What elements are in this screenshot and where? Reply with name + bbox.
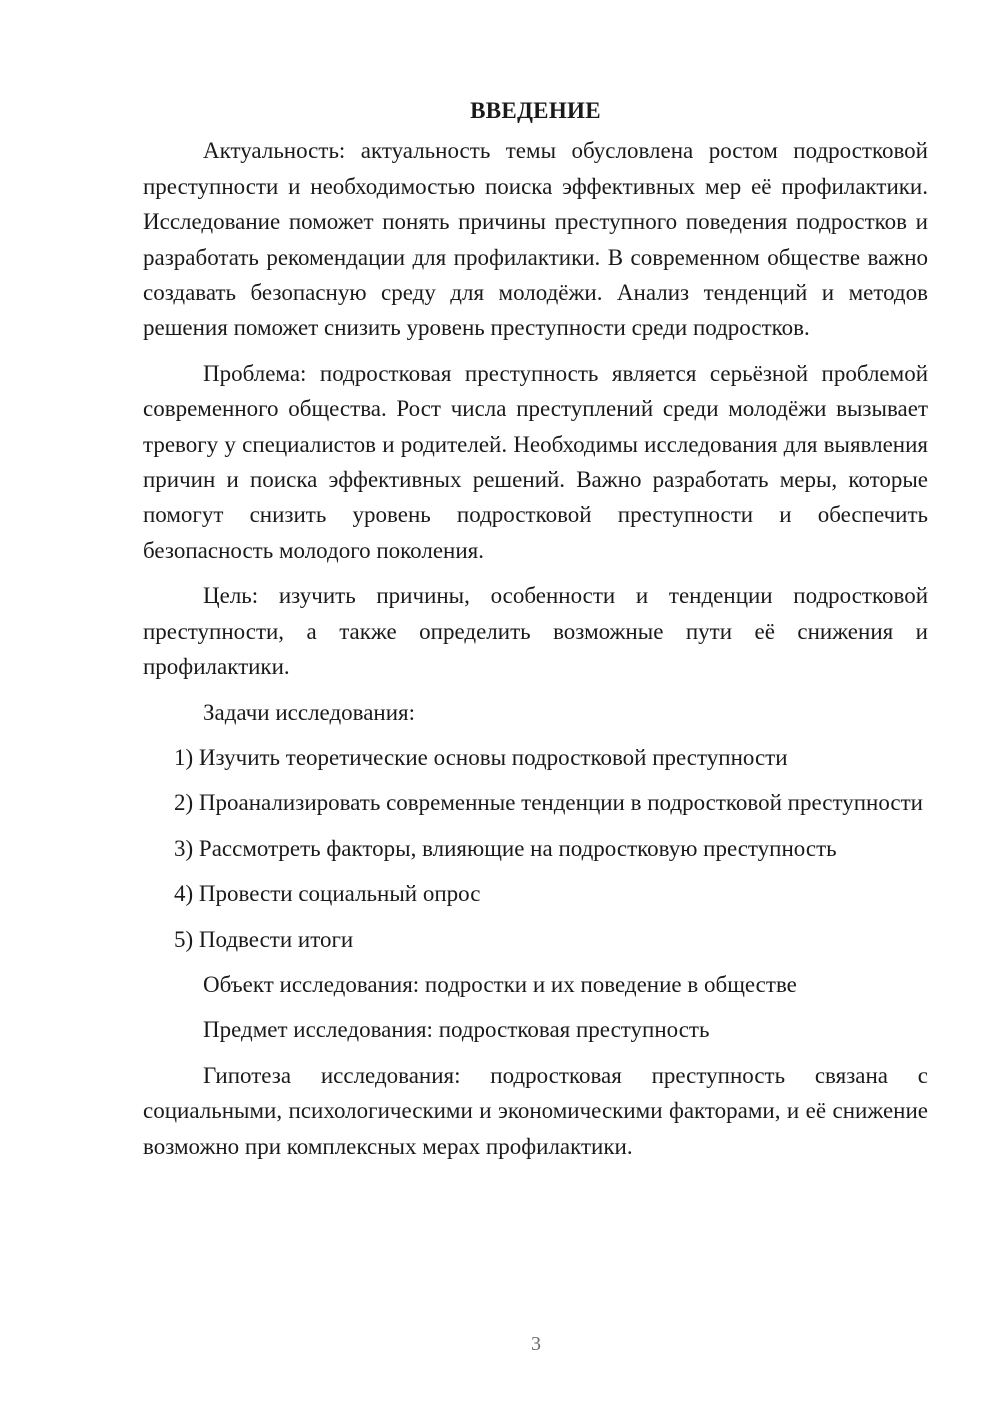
page-content bbox=[143, 93, 928, 1174]
task-item-5: 5) Подвести итоги bbox=[174, 926, 354, 952]
subject-line: Предмет исследования: подростковая преступность bbox=[203, 1017, 710, 1043]
page-title: ВВЕДЕНИЕ bbox=[470, 98, 601, 123]
hypothesis-paragraph: Гипотеза исследования: подростковая преступность связана с социальными, психологическими и экономическими факторами, и её снижение возможно при комплексных мерах профилактики. bbox=[143, 1062, 928, 1159]
goal-paragraph: Цель: изучить причины, особенности и тенденции подростковой преступности, а также определить возможные пути её снижения и профилактики. bbox=[143, 583, 928, 680]
task-item-3: 3) Рассмотреть факторы, влияющие на подростковую преступность bbox=[174, 835, 837, 861]
object-line: Объект исследования: подростки и их поведение в обществе bbox=[203, 971, 797, 997]
task-item-1: 1) Изучить теоретические основы подростковой преступности bbox=[174, 744, 788, 770]
task-item-4: 4) Провести социальный опрос bbox=[174, 881, 481, 907]
relevance-paragraph: Актуальность: актуальность темы обусловлена ростом подростковой преступности и необходимостью поиска эффективных мер её профилактики. Исследование поможет понять причины преступного поведения подростков и разработать рекомендации для профилактики. В современном обществе важно создавать безопасную среду для молодёжи. Анализ тенденций и методов решения поможет снизить уровень преступности среди подростков. bbox=[143, 138, 928, 341]
problem-paragraph: Проблема: подростковая преступность является серьёзной проблемой современного общества. Рост числа преступлений среди молодёжи вызывает тревогу у специалистов и родителей. Необходимы исследования для выявления причин и поиска эффективных решений. Важно разработать меры, которые помогут снизить уровень подростковой преступности и обеспечить безопасность молодого поколения. bbox=[143, 360, 928, 563]
tasks-heading: Задачи исследования: bbox=[203, 699, 416, 725]
task-item-2: 2) Проанализировать современные тенденции в подростковой преступности bbox=[174, 790, 923, 816]
page-number: 3 bbox=[531, 1333, 541, 1355]
